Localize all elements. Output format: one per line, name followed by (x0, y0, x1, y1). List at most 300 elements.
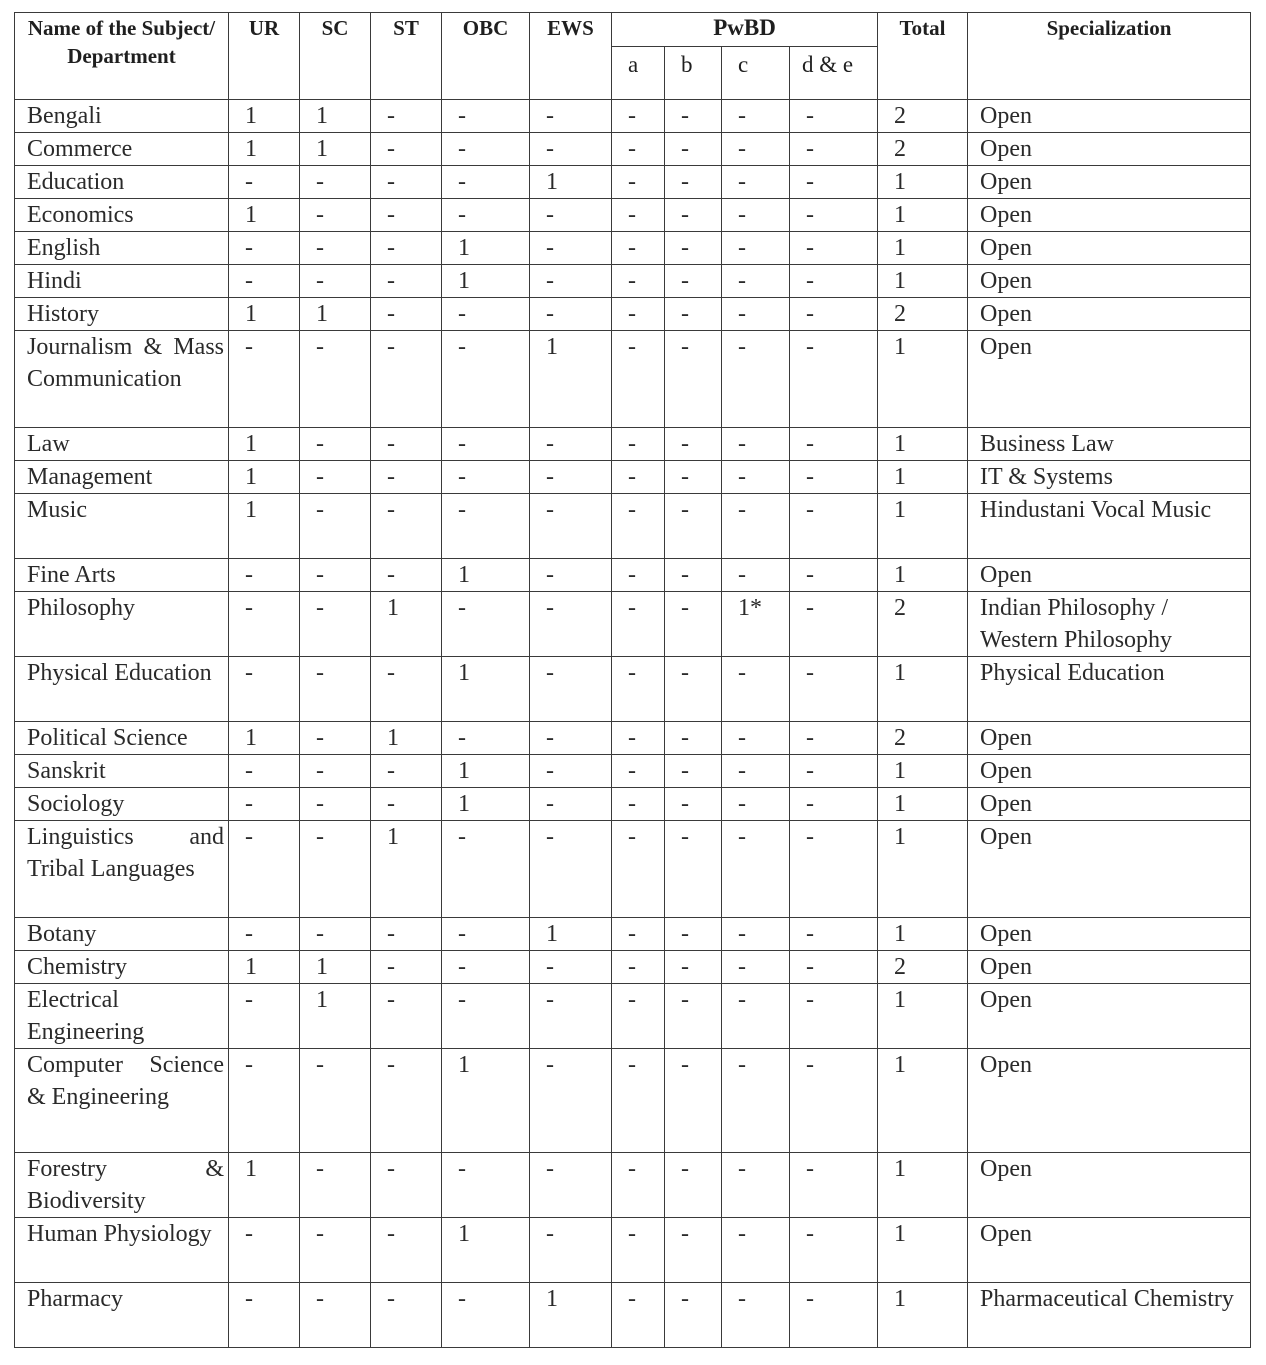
cell-sc: - (300, 821, 371, 918)
cell-subject-name: Botany (15, 918, 229, 951)
cell-pwbd-b: - (665, 821, 722, 918)
cell-ur: 1 (229, 298, 300, 331)
cell-pwbd-c: - (722, 461, 790, 494)
cell-subject-name: Management (15, 461, 229, 494)
cell-pwbd-b: - (665, 592, 722, 657)
cell-total: 1 (878, 232, 968, 265)
cell-specialization: Open (968, 166, 1251, 199)
cell-pwbd-de: - (790, 755, 878, 788)
cell-ur: 1 (229, 133, 300, 166)
cell-pwbd-de: - (790, 722, 878, 755)
cell-st: - (371, 657, 442, 722)
cell-total: 2 (878, 133, 968, 166)
cell-pwbd-c: - (722, 657, 790, 722)
cell-obc: 1 (442, 265, 530, 298)
table-row (15, 265, 1251, 298)
cell-sc: - (300, 788, 371, 821)
cell-pwbd-a: - (612, 984, 665, 1049)
cell-total: 1 (878, 428, 968, 461)
cell-pwbd-de: - (790, 199, 878, 232)
cell-st: - (371, 265, 442, 298)
cell-sc: - (300, 166, 371, 199)
cell-ur: - (229, 1218, 300, 1283)
cell-subject-name: History (15, 298, 229, 331)
cell-pwbd-b: - (665, 232, 722, 265)
cell-subject-name: English (15, 232, 229, 265)
table-row (15, 951, 1251, 984)
cell-subject-name: Linguistics and Tribal Languages (15, 821, 229, 918)
cell-obc: - (442, 918, 530, 951)
cell-pwbd-a: - (612, 657, 665, 722)
cell-pwbd-b: - (665, 494, 722, 559)
cell-ews: - (530, 1049, 612, 1153)
cell-ur: - (229, 265, 300, 298)
cell-pwbd-de: - (790, 592, 878, 657)
table-row (15, 657, 1251, 722)
cell-pwbd-a: - (612, 592, 665, 657)
cell-pwbd-b: - (665, 100, 722, 133)
cell-st: - (371, 428, 442, 461)
table-row (15, 298, 1251, 331)
cell-specialization: Physical Education (968, 657, 1251, 722)
cell-total: 1 (878, 1218, 968, 1283)
cell-pwbd-b: - (665, 133, 722, 166)
cell-sc: - (300, 755, 371, 788)
cell-pwbd-c: - (722, 331, 790, 428)
cell-pwbd-a: - (612, 232, 665, 265)
table-row (15, 1283, 1251, 1348)
cell-st: - (371, 1153, 442, 1218)
cell-total: 1 (878, 331, 968, 428)
table-row (15, 821, 1251, 918)
cell-subject-name: Computer Science & Engineering (15, 1049, 229, 1153)
cell-pwbd-c: - (722, 133, 790, 166)
table-row (15, 199, 1251, 232)
table-header (15, 13, 1251, 100)
cell-total: 1 (878, 1049, 968, 1153)
table-row (15, 133, 1251, 166)
cell-pwbd-c: - (722, 1218, 790, 1283)
cell-sc: - (300, 331, 371, 428)
cell-ews: 1 (530, 166, 612, 199)
cell-pwbd-a: - (612, 494, 665, 559)
cell-pwbd-a: - (612, 265, 665, 298)
cell-st: - (371, 951, 442, 984)
cell-sc: - (300, 722, 371, 755)
cell-specialization: Open (968, 1218, 1251, 1283)
cell-pwbd-de: - (790, 494, 878, 559)
cell-subject-name: Human Physiology (15, 1218, 229, 1283)
header-pwbd-a: a (612, 47, 665, 100)
cell-pwbd-b: - (665, 461, 722, 494)
cell-total: 1 (878, 657, 968, 722)
cell-obc: 1 (442, 788, 530, 821)
cell-pwbd-de: - (790, 984, 878, 1049)
cell-pwbd-c: - (722, 1283, 790, 1348)
cell-total: 2 (878, 298, 968, 331)
cell-pwbd-c: - (722, 918, 790, 951)
cell-pwbd-b: - (665, 166, 722, 199)
cell-ews: - (530, 592, 612, 657)
header-sc: SC (300, 13, 371, 100)
header-total: Total (878, 13, 968, 100)
cell-ur: - (229, 918, 300, 951)
cell-sc: - (300, 559, 371, 592)
cell-pwbd-c: - (722, 755, 790, 788)
cell-pwbd-b: - (665, 265, 722, 298)
cell-pwbd-b: - (665, 1049, 722, 1153)
cell-ews: - (530, 657, 612, 722)
cell-subject-name: Political Science (15, 722, 229, 755)
cell-pwbd-a: - (612, 559, 665, 592)
cell-total: 1 (878, 821, 968, 918)
cell-ews: - (530, 755, 612, 788)
cell-ews: - (530, 1153, 612, 1218)
cell-subject-name: Law (15, 428, 229, 461)
cell-ews: - (530, 722, 612, 755)
cell-obc: 1 (442, 559, 530, 592)
cell-pwbd-a: - (612, 1218, 665, 1283)
table-row (15, 232, 1251, 265)
cell-specialization: Open (968, 559, 1251, 592)
cell-obc: - (442, 592, 530, 657)
cell-subject-name: Fine Arts (15, 559, 229, 592)
cell-subject-name: Music (15, 494, 229, 559)
cell-pwbd-c: - (722, 166, 790, 199)
cell-specialization: Open (968, 133, 1251, 166)
cell-specialization: Open (968, 199, 1251, 232)
cell-ews: - (530, 199, 612, 232)
header-specialization: Specialization (968, 13, 1251, 100)
cell-total: 2 (878, 722, 968, 755)
cell-sc: 1 (300, 951, 371, 984)
cell-pwbd-c: - (722, 265, 790, 298)
cell-pwbd-c: - (722, 821, 790, 918)
cell-st: - (371, 166, 442, 199)
table-row (15, 918, 1251, 951)
table-row (15, 788, 1251, 821)
cell-specialization: Open (968, 331, 1251, 428)
cell-obc: - (442, 984, 530, 1049)
cell-pwbd-c: - (722, 788, 790, 821)
cell-total: 1 (878, 494, 968, 559)
cell-specialization: Open (968, 1049, 1251, 1153)
cell-pwbd-de: - (790, 951, 878, 984)
cell-pwbd-c: - (722, 232, 790, 265)
cell-sc: - (300, 1153, 371, 1218)
cell-obc: 1 (442, 1218, 530, 1283)
cell-ur: - (229, 821, 300, 918)
cell-sc: - (300, 428, 371, 461)
cell-st: - (371, 199, 442, 232)
header-obc: OBC (442, 13, 530, 100)
cell-subject-name: Sociology (15, 788, 229, 821)
cell-pwbd-de: - (790, 331, 878, 428)
cell-subject-name: Bengali (15, 100, 229, 133)
cell-subject-name: Economics (15, 199, 229, 232)
cell-subject-name: Philosophy (15, 592, 229, 657)
cell-pwbd-b: - (665, 657, 722, 722)
cell-ur: 1 (229, 428, 300, 461)
cell-sc: - (300, 265, 371, 298)
cell-pwbd-b: - (665, 559, 722, 592)
cell-pwbd-de: - (790, 298, 878, 331)
cell-obc: - (442, 951, 530, 984)
cell-obc: - (442, 166, 530, 199)
cell-st: - (371, 788, 442, 821)
cell-total: 2 (878, 951, 968, 984)
cell-pwbd-de: - (790, 1049, 878, 1153)
cell-pwbd-b: - (665, 951, 722, 984)
cell-st: - (371, 755, 442, 788)
cell-pwbd-c: - (722, 428, 790, 461)
cell-total: 1 (878, 265, 968, 298)
cell-st: 1 (371, 592, 442, 657)
cell-ur: - (229, 331, 300, 428)
cell-subject-name: Electrical Engineering (15, 984, 229, 1049)
cell-subject-name: Commerce (15, 133, 229, 166)
cell-total: 1 (878, 1153, 968, 1218)
cell-ews: - (530, 265, 612, 298)
cell-sc: 1 (300, 984, 371, 1049)
cell-sc: 1 (300, 298, 371, 331)
cell-sc: - (300, 199, 371, 232)
cell-pwbd-b: - (665, 298, 722, 331)
cell-ews: 1 (530, 918, 612, 951)
cell-obc: - (442, 461, 530, 494)
header-pwbd: PwBD (612, 13, 878, 47)
cell-obc: - (442, 331, 530, 428)
cell-ews: - (530, 788, 612, 821)
cell-st: - (371, 1218, 442, 1283)
cell-ews: - (530, 1218, 612, 1283)
cell-pwbd-de: - (790, 1283, 878, 1348)
cell-ur: - (229, 1283, 300, 1348)
cell-pwbd-c: - (722, 494, 790, 559)
cell-subject-name: Pharmacy (15, 1283, 229, 1348)
cell-pwbd-c: - (722, 1049, 790, 1153)
cell-obc: - (442, 1283, 530, 1348)
cell-ur: 1 (229, 951, 300, 984)
cell-sc: - (300, 1049, 371, 1153)
cell-pwbd-a: - (612, 722, 665, 755)
cell-ur: - (229, 592, 300, 657)
table-row (15, 722, 1251, 755)
cell-pwbd-a: - (612, 298, 665, 331)
cell-obc: 1 (442, 232, 530, 265)
cell-obc: - (442, 428, 530, 461)
table-row (15, 592, 1251, 657)
table-row (15, 1153, 1251, 1218)
cell-pwbd-b: - (665, 788, 722, 821)
cell-ur: - (229, 166, 300, 199)
cell-st: - (371, 298, 442, 331)
table-row (15, 100, 1251, 133)
table-row (15, 428, 1251, 461)
cell-st: 1 (371, 821, 442, 918)
table-row (15, 331, 1251, 428)
document-page (14, 12, 1251, 1348)
cell-pwbd-c: - (722, 100, 790, 133)
cell-obc: 1 (442, 755, 530, 788)
cell-specialization: Hindustani Vocal Music (968, 494, 1251, 559)
cell-specialization: Open (968, 821, 1251, 918)
cell-ur: - (229, 232, 300, 265)
cell-sc: - (300, 657, 371, 722)
cell-ews: 1 (530, 331, 612, 428)
cell-pwbd-a: - (612, 1049, 665, 1153)
cell-pwbd-de: - (790, 166, 878, 199)
cell-ur: - (229, 559, 300, 592)
table-row (15, 1218, 1251, 1283)
cell-pwbd-de: - (790, 428, 878, 461)
cell-subject-name: Chemistry (15, 951, 229, 984)
cell-pwbd-c: - (722, 951, 790, 984)
cell-total: 1 (878, 788, 968, 821)
table-row (15, 494, 1251, 559)
cell-ews: - (530, 559, 612, 592)
cell-ur: - (229, 657, 300, 722)
table-row (15, 559, 1251, 592)
cell-total: 1 (878, 755, 968, 788)
cell-sc: - (300, 1218, 371, 1283)
table-row (15, 166, 1251, 199)
cell-pwbd-de: - (790, 1153, 878, 1218)
cell-pwbd-a: - (612, 918, 665, 951)
cell-sc: - (300, 232, 371, 265)
cell-ur: 1 (229, 199, 300, 232)
cell-ews: - (530, 821, 612, 918)
cell-ur: 1 (229, 100, 300, 133)
cell-sc: - (300, 1283, 371, 1348)
cell-st: 1 (371, 722, 442, 755)
cell-obc: 1 (442, 657, 530, 722)
cell-specialization: Open (968, 951, 1251, 984)
cell-specialization: Open (968, 232, 1251, 265)
cell-pwbd-de: - (790, 821, 878, 918)
cell-specialization: Open (968, 755, 1251, 788)
header-st: ST (371, 13, 442, 100)
cell-sc: 1 (300, 100, 371, 133)
cell-specialization: Open (968, 298, 1251, 331)
cell-pwbd-a: - (612, 199, 665, 232)
cell-pwbd-c: - (722, 199, 790, 232)
cell-pwbd-b: - (665, 984, 722, 1049)
cell-st: - (371, 494, 442, 559)
cell-st: - (371, 232, 442, 265)
cell-ur: - (229, 984, 300, 1049)
cell-subject-name: Hindi (15, 265, 229, 298)
cell-ur: 1 (229, 494, 300, 559)
cell-subject-name: Sanskrit (15, 755, 229, 788)
cell-ur: 1 (229, 461, 300, 494)
cell-specialization: Open (968, 1153, 1251, 1218)
cell-pwbd-b: - (665, 918, 722, 951)
cell-st: - (371, 918, 442, 951)
cell-pwbd-c: - (722, 559, 790, 592)
cell-pwbd-c: - (722, 722, 790, 755)
cell-pwbd-b: - (665, 755, 722, 788)
cell-pwbd-de: - (790, 461, 878, 494)
cell-pwbd-de: - (790, 133, 878, 166)
cell-obc: - (442, 100, 530, 133)
cell-specialization: Open (968, 100, 1251, 133)
header-name: Name of the Subject/ Department (15, 13, 229, 100)
cell-pwbd-c: - (722, 984, 790, 1049)
cell-pwbd-a: - (612, 788, 665, 821)
cell-pwbd-a: - (612, 1153, 665, 1218)
cell-subject-name: Physical Education (15, 657, 229, 722)
cell-ews: 1 (530, 1283, 612, 1348)
cell-total: 1 (878, 918, 968, 951)
cell-st: - (371, 559, 442, 592)
cell-specialization: Indian Philosophy / Western Philosophy (968, 592, 1251, 657)
cell-pwbd-a: - (612, 428, 665, 461)
cell-pwbd-c: - (722, 298, 790, 331)
header-ur: UR (229, 13, 300, 100)
cell-sc: - (300, 918, 371, 951)
cell-pwbd-de: - (790, 232, 878, 265)
cell-ur: - (229, 788, 300, 821)
cell-obc: - (442, 133, 530, 166)
table-row (15, 1049, 1251, 1153)
cell-sc: - (300, 592, 371, 657)
cell-pwbd-c: 1* (722, 592, 790, 657)
cell-ews: - (530, 298, 612, 331)
cell-pwbd-a: - (612, 133, 665, 166)
cell-pwbd-a: - (612, 1283, 665, 1348)
cell-pwbd-de: - (790, 100, 878, 133)
cell-pwbd-b: - (665, 1218, 722, 1283)
cell-pwbd-a: - (612, 821, 665, 918)
cell-pwbd-a: - (612, 461, 665, 494)
cell-ews: - (530, 100, 612, 133)
header-pwbd-c: c (722, 47, 790, 100)
cell-st: - (371, 100, 442, 133)
cell-total: 1 (878, 1283, 968, 1348)
cell-subject-name: Education (15, 166, 229, 199)
cell-specialization: IT & Systems (968, 461, 1251, 494)
table-body (15, 100, 1251, 1348)
cell-specialization: Open (968, 722, 1251, 755)
cell-obc: - (442, 298, 530, 331)
header-pwbd-b: b (665, 47, 722, 100)
cell-ews: - (530, 232, 612, 265)
cell-obc: - (442, 494, 530, 559)
cell-sc: - (300, 461, 371, 494)
header-ews: EWS (530, 13, 612, 100)
cell-pwbd-b: - (665, 722, 722, 755)
cell-total: 2 (878, 592, 968, 657)
table-row (15, 461, 1251, 494)
cell-specialization: Open (968, 265, 1251, 298)
cell-st: - (371, 984, 442, 1049)
cell-total: 1 (878, 199, 968, 232)
cell-st: - (371, 331, 442, 428)
cell-pwbd-a: - (612, 331, 665, 428)
table-row (15, 755, 1251, 788)
cell-ews: - (530, 494, 612, 559)
cell-pwbd-a: - (612, 100, 665, 133)
cell-total: 2 (878, 100, 968, 133)
table-row (15, 984, 1251, 1049)
cell-sc: - (300, 494, 371, 559)
cell-st: - (371, 1283, 442, 1348)
cell-pwbd-b: - (665, 199, 722, 232)
cell-specialization: Open (968, 788, 1251, 821)
cell-pwbd-b: - (665, 428, 722, 461)
cell-pwbd-b: - (665, 1283, 722, 1348)
